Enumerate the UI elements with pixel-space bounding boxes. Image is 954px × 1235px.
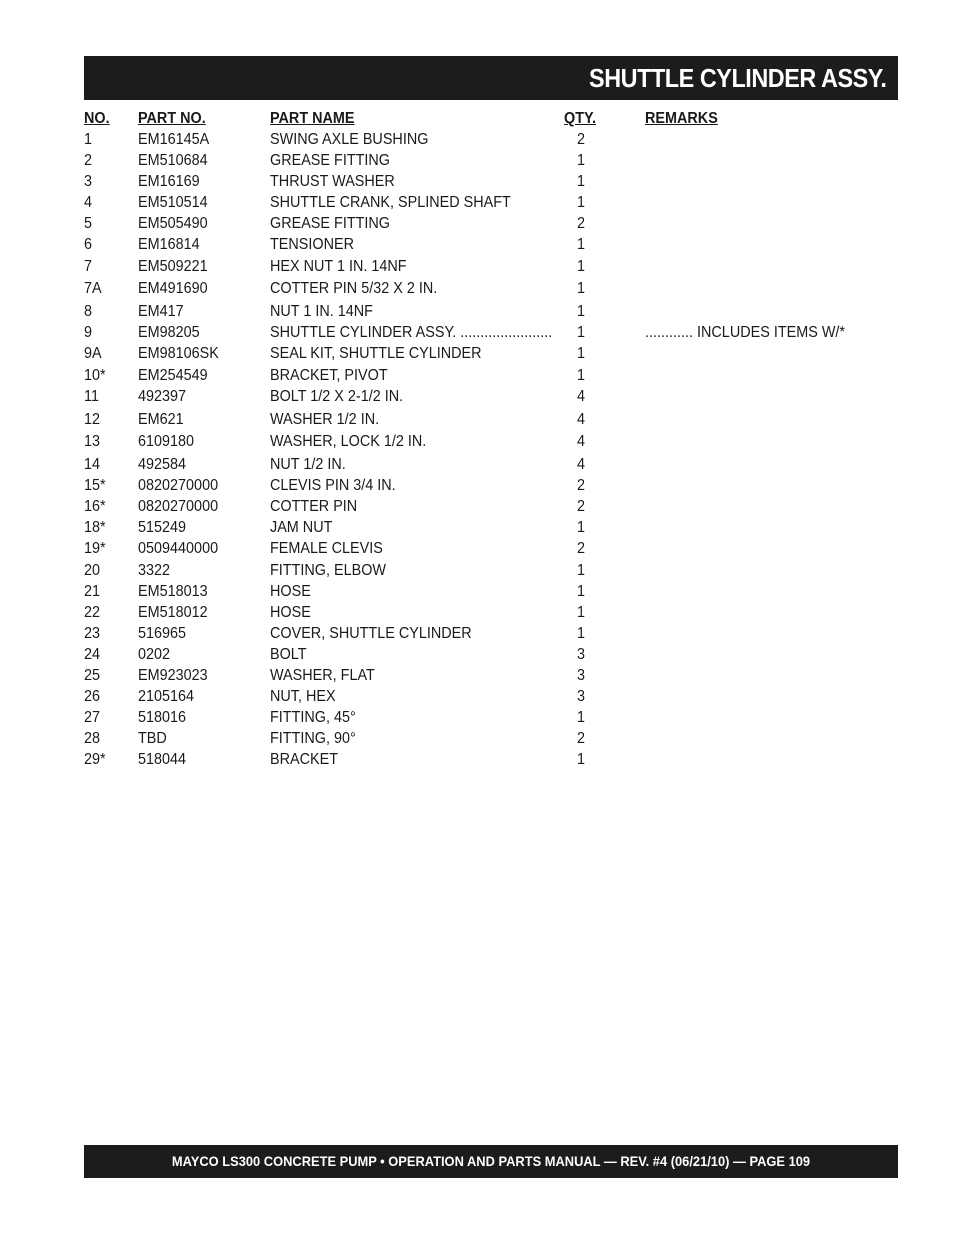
cell-no: 13 (84, 433, 101, 450)
cell-qty: 2 (577, 730, 586, 747)
cell-part-name: CLEVIS PIN 3/4 IN. (270, 477, 396, 494)
table-row (0, 562, 954, 582)
header-part-no: PART NO. (138, 110, 206, 127)
table-row (0, 236, 954, 256)
cell-qty: 3 (577, 688, 586, 705)
table-row (0, 324, 954, 344)
cell-part-name: FEMALE CLEVIS (270, 540, 383, 557)
cell-part-no: EM510514 (138, 194, 208, 211)
cell-no: 26 (84, 688, 101, 705)
header-no: NO. (84, 110, 110, 127)
cell-no: 7 (84, 258, 93, 275)
cell-qty: 1 (577, 562, 586, 579)
cell-qty: 1 (577, 236, 586, 253)
cell-no: 12 (84, 411, 101, 428)
cell-part-no: EM509221 (138, 258, 208, 275)
cell-part-no: EM98205 (138, 324, 200, 341)
table-row (0, 194, 954, 214)
cell-part-no: 2105164 (138, 688, 195, 705)
cell-part-no: 6109180 (138, 433, 195, 450)
cell-part-name: COVER, SHUTTLE CYLINDER (270, 625, 472, 642)
table-row (0, 625, 954, 645)
cell-no: 18* (84, 519, 106, 536)
cell-qty: 3 (577, 646, 586, 663)
cell-no: 23 (84, 625, 101, 642)
header-part-name: PART NAME (270, 110, 355, 127)
table-row (0, 730, 954, 750)
cell-part-name: WASHER 1/2 IN. (270, 411, 380, 428)
table-row (0, 152, 954, 172)
cell-part-name: FITTING, 45° (270, 709, 356, 726)
cell-part-name: TENSIONER (270, 236, 355, 253)
cell-part-no: EM505490 (138, 215, 208, 232)
table-row (0, 498, 954, 518)
cell-no: 10* (84, 367, 106, 384)
cell-part-no: 518044 (138, 751, 187, 768)
cell-part-no: EM923023 (138, 667, 208, 684)
cell-part-no: EM621 (138, 411, 184, 428)
cell-part-no: EM417 (138, 303, 184, 320)
cell-part-name: NUT 1 IN. 14NF (270, 303, 373, 320)
footer-bar (84, 1145, 898, 1178)
cell-no: 3 (84, 173, 93, 190)
table-row (0, 667, 954, 687)
cell-no: 5 (84, 215, 93, 232)
cell-qty: 1 (577, 324, 586, 341)
table-row (0, 345, 954, 365)
cell-part-name: JAM NUT (270, 519, 333, 536)
table-row (0, 519, 954, 539)
cell-part-no: 518016 (138, 709, 187, 726)
cell-qty: 1 (577, 280, 586, 297)
cell-part-name: HEX NUT 1 IN. 14NF (270, 258, 407, 275)
cell-no: 22 (84, 604, 101, 621)
cell-part-name: BOLT 1/2 X 2-1/2 IN. (270, 388, 404, 405)
table-row (0, 215, 954, 235)
table-row (0, 646, 954, 666)
cell-no: 19* (84, 540, 106, 557)
table-row (0, 280, 954, 300)
cell-qty: 2 (577, 215, 586, 232)
cell-qty: 1 (577, 709, 586, 726)
cell-part-no: EM518012 (138, 604, 208, 621)
cell-no: 4 (84, 194, 93, 211)
cell-part-name: FITTING, ELBOW (270, 562, 387, 579)
cell-qty: 1 (577, 152, 586, 169)
cell-no: 15* (84, 477, 106, 494)
cell-qty: 1 (577, 345, 586, 362)
cell-part-no: 492584 (138, 456, 187, 473)
cell-part-no: 515249 (138, 519, 187, 536)
cell-part-no: EM16814 (138, 236, 200, 253)
cell-no: 28 (84, 730, 101, 747)
cell-no: 24 (84, 646, 101, 663)
cell-part-name: BOLT (270, 646, 307, 663)
cell-qty: 4 (577, 456, 586, 473)
cell-qty: 3 (577, 667, 586, 684)
cell-part-name: GREASE FITTING (270, 215, 391, 232)
cell-part-no: 492397 (138, 388, 187, 405)
cell-part-no: EM491690 (138, 280, 208, 297)
cell-part-name: COTTER PIN (270, 498, 358, 515)
cell-no: 9A (84, 345, 102, 362)
title-bar (84, 56, 898, 100)
cell-no: 2 (84, 152, 93, 169)
cell-no: 27 (84, 709, 101, 726)
cell-part-name: GREASE FITTING (270, 152, 391, 169)
cell-part-name: WASHER, FLAT (270, 667, 375, 684)
cell-qty: 1 (577, 194, 586, 211)
cell-qty: 1 (577, 604, 586, 621)
table-row (0, 258, 954, 278)
cell-part-name: NUT 1/2 IN. (270, 456, 346, 473)
cell-part-name: WASHER, LOCK 1/2 IN. (270, 433, 427, 450)
cell-part-no: EM510684 (138, 152, 208, 169)
cell-part-no: 3322 (138, 562, 171, 579)
cell-no: 8 (84, 303, 93, 320)
cell-remarks: ............ INCLUDES ITEMS W/* (645, 324, 846, 341)
cell-part-no: 516965 (138, 625, 187, 642)
cell-part-no: EM16169 (138, 173, 200, 190)
cell-part-no: EM254549 (138, 367, 208, 384)
table-row (0, 411, 954, 431)
table-row (0, 303, 954, 323)
table-row (0, 583, 954, 603)
table-row (0, 367, 954, 387)
cell-qty: 4 (577, 433, 586, 450)
cell-part-name: HOSE (270, 583, 311, 600)
cell-qty: 1 (577, 751, 586, 768)
table-row (0, 709, 954, 729)
cell-no: 21 (84, 583, 101, 600)
cell-qty: 1 (577, 173, 586, 190)
cell-part-no: EM518013 (138, 583, 208, 600)
cell-part-name: COTTER PIN 5/32 X 2 IN. (270, 280, 438, 297)
cell-qty: 4 (577, 411, 586, 428)
cell-part-name: SHUTTLE CYLINDER ASSY. ....................... (270, 324, 553, 341)
cell-qty: 1 (577, 583, 586, 600)
cell-part-name: FITTING, 90° (270, 730, 356, 747)
table-row (0, 388, 954, 408)
cell-part-no: 0202 (138, 646, 171, 663)
cell-part-name: SWING AXLE BUSHING (270, 131, 429, 148)
cell-part-no: TBD (138, 730, 167, 747)
cell-part-name: SEAL KIT, SHUTTLE CYLINDER (270, 345, 482, 362)
header-remarks: REMARKS (645, 110, 718, 127)
page-footer: MAYCO LS300 CONCRETE PUMP • OPERATION AND PARTS MANUAL — REV. #4 (06/21/10) — PAGE 109 (171, 1153, 811, 1169)
table-row (0, 477, 954, 497)
header-qty: QTY. (564, 110, 597, 127)
cell-no: 16* (84, 498, 106, 515)
cell-part-no: 0820270000 (138, 498, 219, 515)
cell-qty: 1 (577, 519, 586, 536)
cell-qty: 1 (577, 303, 586, 320)
cell-part-name: NUT, HEX (270, 688, 336, 705)
cell-part-name: BRACKET (270, 751, 339, 768)
cell-no: 11 (84, 388, 99, 405)
cell-qty: 1 (577, 625, 586, 642)
table-row (0, 688, 954, 708)
cell-part-no: 0820270000 (138, 477, 219, 494)
cell-no: 20 (84, 562, 101, 579)
cell-no: 9 (84, 324, 93, 341)
cell-qty: 2 (577, 131, 586, 148)
cell-no: 14 (84, 456, 101, 473)
cell-qty: 2 (577, 498, 586, 515)
cell-part-no: 0509440000 (138, 540, 219, 557)
cell-qty: 2 (577, 540, 586, 557)
cell-no: 7A (84, 280, 102, 297)
page-title: SHUTTLE CYLINDER ASSY. (588, 63, 886, 93)
table-row (0, 433, 954, 453)
cell-no: 29* (84, 751, 106, 768)
cell-qty: 4 (577, 388, 586, 405)
cell-part-no: EM98106SK (138, 345, 219, 362)
table-row (0, 604, 954, 624)
cell-part-no: EM16145A (138, 131, 210, 148)
cell-part-name: BRACKET, PIVOT (270, 367, 388, 384)
cell-qty: 1 (577, 367, 586, 384)
table-row (0, 173, 954, 193)
cell-part-name: SHUTTLE CRANK, SPLINED SHAFT (270, 194, 511, 211)
table-row (0, 540, 954, 560)
cell-no: 6 (84, 236, 93, 253)
cell-qty: 1 (577, 258, 586, 275)
table-row (0, 131, 954, 151)
cell-part-name: THRUST WASHER (270, 173, 395, 190)
cell-no: 1 (84, 131, 93, 148)
cell-qty: 2 (577, 477, 586, 494)
cell-part-name: HOSE (270, 604, 311, 621)
cell-no: 25 (84, 667, 101, 684)
table-row (0, 751, 954, 771)
table-row (0, 456, 954, 476)
